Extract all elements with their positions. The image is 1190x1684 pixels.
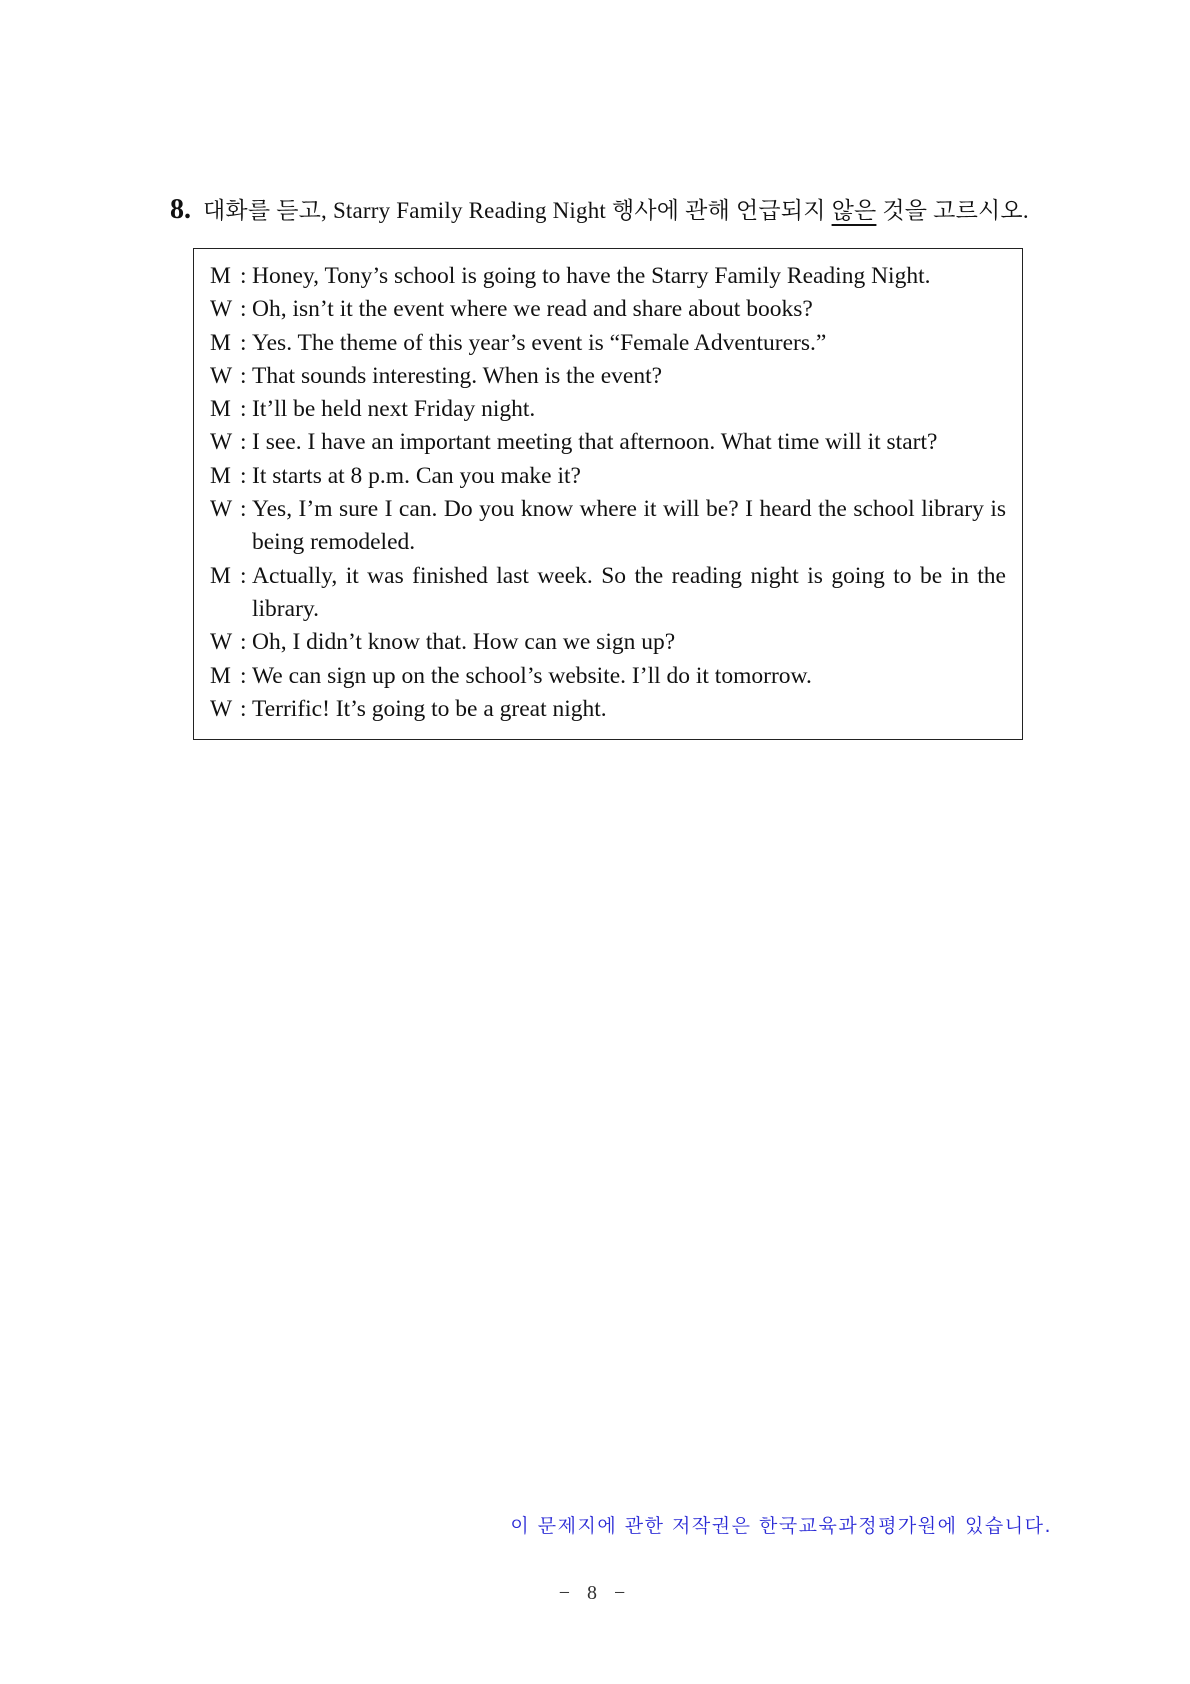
question-prompt-prefix: 대화를 듣고, Starry Family Reading Night 행사에 관해 언급되지 bbox=[203, 198, 832, 223]
dialogue-line bbox=[210, 626, 1006, 659]
speaker-colon: : bbox=[240, 296, 247, 323]
question-prompt-emphasis: 않은 bbox=[831, 198, 877, 223]
dialogue-utterance: Oh, I didn’t know that. How can we sign up? bbox=[252, 629, 676, 656]
dialogue-line bbox=[210, 660, 1006, 693]
question-prompt-suffix: 것을 고르시오. bbox=[876, 198, 1029, 223]
speaker-colon: : bbox=[240, 429, 247, 456]
dialogue-speaker: W bbox=[210, 695, 233, 722]
dialogue-utterance: It’ll be held next Friday night. bbox=[252, 396, 536, 423]
dialogue-utterance: Terrific! It’s going to be a great night. bbox=[252, 695, 607, 722]
dialogue-line bbox=[210, 293, 1006, 326]
dialogue-utterance: Oh, isn’t it the event where we read and share about books? bbox=[252, 296, 813, 323]
copyright-notice: 이 문제지에 관한 저작권은 한국교육과정평가원에 있습니다. bbox=[510, 1515, 1052, 1537]
dialogue-utterance: Honey, Tony’s school is going to have the Starry Family Reading Night. bbox=[252, 263, 931, 289]
dialogue-utterance: I see. I have an important meeting that afternoon. What time will it start? bbox=[252, 429, 938, 456]
dialogue-utterance: That sounds interesting. When is the event? bbox=[252, 362, 663, 389]
question-prompt bbox=[203, 192, 1029, 225]
dialogue-speaker: M bbox=[210, 396, 231, 423]
page-number: − 8 − bbox=[558, 1582, 632, 1604]
speaker-colon: : bbox=[240, 662, 247, 689]
dialogue-line bbox=[210, 260, 1006, 293]
dialogue-line bbox=[210, 493, 1006, 560]
speaker-colon: : bbox=[240, 329, 247, 356]
speaker-colon: : bbox=[240, 562, 247, 589]
question-number: 8. bbox=[170, 194, 191, 225]
dialogue-script-box bbox=[193, 248, 1023, 740]
dialogue-speaker: W bbox=[210, 629, 233, 656]
speaker-colon: : bbox=[240, 695, 247, 722]
speaker-colon: : bbox=[240, 362, 247, 389]
dialogue-utterance: It starts at 8 p.m. Can you make it? bbox=[252, 462, 581, 489]
dialogue-speaker: M bbox=[210, 662, 231, 689]
dialogue-speaker: W bbox=[210, 296, 233, 323]
dialogue-speaker: W bbox=[210, 362, 233, 389]
speaker-colon: : bbox=[240, 263, 247, 289]
dialogue-utterance: Yes, I’m sure I can. Do you know where it will be? I heard the school library is being remodeled. bbox=[252, 496, 1006, 556]
speaker-colon: : bbox=[240, 629, 247, 656]
dialogue-line bbox=[210, 426, 1006, 459]
dialogue-line bbox=[210, 693, 1006, 726]
speaker-colon: : bbox=[240, 496, 247, 523]
dialogue-line bbox=[210, 327, 1006, 360]
speaker-colon: : bbox=[240, 462, 247, 489]
dialogue-speaker: M bbox=[210, 329, 231, 356]
dialogue-line bbox=[210, 393, 1006, 426]
dialogue-line bbox=[210, 360, 1006, 393]
speaker-colon: : bbox=[240, 396, 247, 423]
dialogue-line bbox=[210, 560, 1006, 627]
dialogue-utterance: We can sign up on the school’s website. I’ll do it tomorrow. bbox=[252, 662, 812, 689]
dialogue-line bbox=[210, 460, 1006, 493]
dialogue-speaker: M bbox=[210, 462, 231, 489]
dialogue-speaker: M bbox=[210, 263, 231, 289]
question-header bbox=[170, 192, 1030, 232]
dialogue-speaker: M bbox=[210, 562, 231, 589]
dialogue-speaker: W bbox=[210, 496, 233, 523]
dialogue-utterance: Yes. The theme of this year’s event is “Female Adventurers.” bbox=[252, 329, 827, 356]
dialogue-utterance: Actually, it was finished last week. So the reading night is going to be in the library. bbox=[252, 562, 1006, 622]
dialogue-speaker: W bbox=[210, 429, 233, 456]
